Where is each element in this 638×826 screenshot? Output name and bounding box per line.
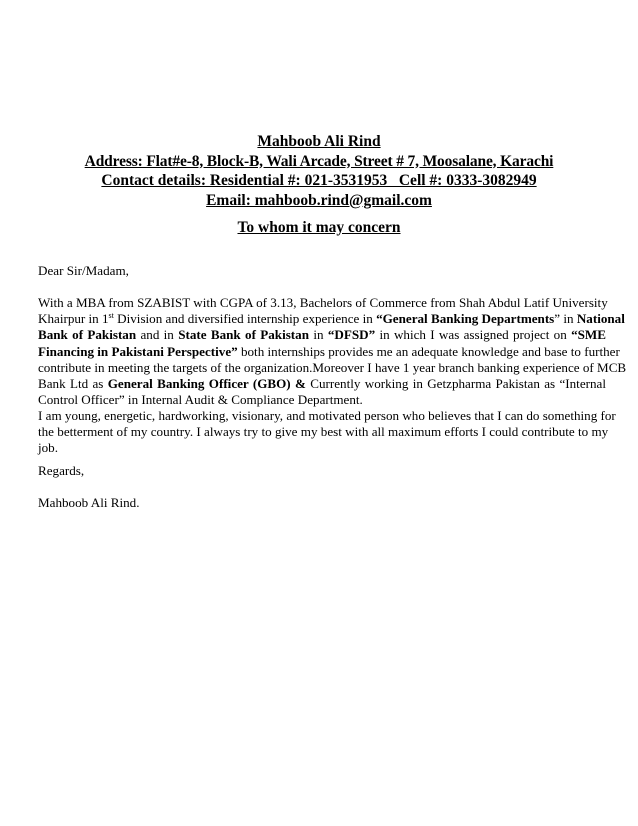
- paragraph-line: With a MBA from SZABIST with CGPA of 3.13, Bachelors of Commerce from Shah Abdul Latif University: [38, 295, 608, 310]
- paragraph-line: the betterment of my country. I always try to give my best with all maximum efforts I could contribute to my: [38, 424, 609, 440]
- sender-email: Email: mahboob.rind@gmail.com: [206, 191, 432, 209]
- paragraph-line: contribute in meeting the targets of the organization.Moreover I have 1 year branch banking experience of MCB: [38, 359, 627, 375]
- sender-name: Mahboob Ali Rind: [257, 133, 381, 150]
- closing-text: Regards,: [38, 463, 85, 478]
- paragraph-personal: [38, 408, 616, 457]
- subject-text: To whom it may concern: [237, 219, 401, 236]
- letter-header: [0, 132, 638, 210]
- sender-contact: Contact details: Residential #: 021-3531953 Cell #: 0333-3082949: [101, 172, 537, 189]
- paragraph-line: Financing in Pakistani Perspective” both internships provides me an adequate knowledge and base to further: [38, 343, 620, 359]
- signature: [38, 495, 606, 511]
- paragraph-line: Control Officer” in Internal Audit & Compliance Department.: [38, 392, 363, 408]
- paragraph-line: Bank of Pakistan and in State Bank of Pakistan in “DFSD” in which I was assigned project on “SME: [38, 327, 607, 343]
- salutation-text: Dear Sir/Madam,: [38, 263, 129, 278]
- sender-address: Address: Flat#e-8, Block-B, Wali Arcade, Street # 7, Moosalane, Karachi: [84, 152, 554, 170]
- paragraph-qualifications: [38, 295, 627, 408]
- closing: [38, 463, 606, 479]
- signature-text: Mahboob Ali Rind.: [38, 495, 140, 510]
- paragraph-line: Bank Ltd as General Banking Officer (GBO) & Currently working in Getzpharma Pakistan as “Internal: [38, 376, 606, 392]
- paragraph-line: job.: [38, 440, 59, 456]
- paragraph-line: I am young, energetic, hardworking, visionary, and motivated person who believes that I can do something for: [38, 408, 616, 423]
- salutation: [38, 263, 606, 279]
- paragraph-line: Khairpur in 1st Division and diversified internship experience in “General Banking Departments” in National: [38, 311, 625, 327]
- letter-subject: [0, 218, 638, 238]
